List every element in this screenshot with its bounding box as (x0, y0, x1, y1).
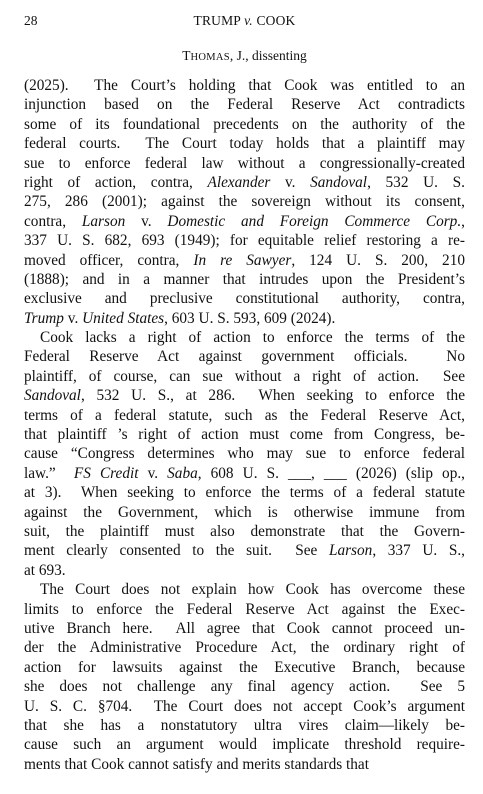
text-segment: The Court does not explain how Cook has overcome these (40, 581, 465, 599)
citation-case-name: Domestic and Foreign Commerce Corp. (167, 212, 462, 230)
text-segment: sue to enforce federal law without a congressionally-created (24, 154, 465, 172)
text-line (24, 716, 465, 735)
text-segment: , 532 U. S., at 286. When seeking to enforce the (80, 387, 465, 405)
text-line (24, 406, 465, 425)
text-segment: (1888); and in a manner that intrudes upon the President’s (24, 270, 465, 288)
text-line (24, 541, 465, 560)
text-segment: that she has a nonstatutory ultra vires claim—likely be- (24, 716, 465, 734)
text-segment: cause such an argument would implicate threshold require- (24, 736, 465, 754)
text-line (24, 503, 465, 522)
text-line (24, 115, 465, 134)
citation-case-name: Alexander (207, 173, 271, 191)
text-line (24, 580, 465, 599)
text-line (24, 289, 465, 308)
text-segment: suit, the plaintiff must also demonstrate that the Govern- (24, 522, 465, 540)
text-segment: at 3). When seeking to enforce the terms of a federal statute (24, 484, 465, 502)
case-title-versus: v. (244, 13, 253, 28)
text-line (24, 483, 465, 502)
text-segment: plaintiff, of course, can sue without a right of action. See (24, 367, 465, 385)
text-segment: Cook lacks a right of action to enforce the terms of the (40, 329, 465, 347)
text-segment: (2025). The Court’s holding that Cook was entitled to an (24, 77, 465, 94)
text-line (24, 425, 465, 444)
opinion-author-label (24, 48, 465, 64)
text-line (24, 76, 465, 95)
text-segment: Federal Reserve Act against government officials. No (24, 348, 465, 366)
citation-case-name: Larson (81, 212, 126, 230)
text-line (24, 755, 465, 774)
text-segment: der the Administrative Procedure Act, the ordinary right of (24, 639, 465, 657)
text-segment: that plaintiff ’s right of action must come from Congress, be- (24, 426, 465, 444)
text-segment: , (461, 212, 465, 230)
text-segment: v. (270, 173, 311, 191)
text-line (24, 212, 465, 231)
citation-case-name: Saba (167, 464, 198, 482)
text-segment: v. (63, 309, 83, 327)
citation-case-name: Larson (328, 542, 373, 560)
text-line (24, 444, 465, 463)
text-line (24, 251, 465, 270)
text-segment: against the Government, which is otherwise immune from (24, 503, 465, 521)
text-segment: contra, (24, 212, 82, 230)
citation-case-name: Sandoval (310, 173, 368, 191)
text-line (24, 522, 465, 541)
text-line (24, 677, 465, 696)
text-line (24, 658, 465, 677)
text-line (24, 386, 465, 405)
opinion-body (24, 76, 465, 774)
text-segment: 337 U. S. 682, 693 (1949); for equitable relief restoring a re- (24, 232, 465, 250)
citation-case-name: Trump (24, 309, 64, 327)
text-segment: U. S. C. §704. The Court does not accept Cook’s argument (24, 697, 465, 715)
text-segment: exclusive and preclusive constitutional authority, contra, (24, 290, 465, 308)
text-line (24, 464, 465, 483)
text-line (24, 270, 465, 289)
opinion-author-initial: T (182, 48, 191, 63)
text-line (24, 328, 465, 347)
text-line (24, 367, 465, 386)
text-segment: moved officer, contra, (24, 251, 194, 269)
case-title (24, 13, 465, 29)
text-segment: terms of a federal statute, such as the Federal Reserve Act, (24, 406, 465, 424)
text-segment: cause “Congress determines who may sue to enforce federal (24, 445, 465, 463)
text-line (24, 561, 465, 580)
text-segment: ments that Cook cannot satisfy and merits standards that (24, 755, 369, 773)
citation-case-name: United States (82, 309, 165, 327)
running-header (24, 13, 465, 31)
opinion-author-rest: HOMAS (190, 52, 230, 63)
text-segment: v. (125, 212, 168, 230)
text-segment: , 337 U. S., (372, 542, 465, 560)
citation-case-name: In re Sawyer (193, 251, 292, 269)
text-segment: law.” (24, 464, 74, 482)
text-line (24, 600, 465, 619)
text-segment: limits to enforce the Federal Reserve Act against the Exec- (24, 600, 465, 618)
text-line (24, 192, 465, 211)
text-segment: injunction based on the Federal Reserve Act contradicts (24, 96, 465, 114)
text-segment: utive Branch here. All agree that Cook cannot proceed un- (24, 619, 465, 637)
case-title-left: TRUMP (193, 13, 241, 28)
text-segment: she does not challenge any final agency action. See 5 (24, 678, 465, 696)
text-line (24, 231, 465, 250)
text-line (24, 347, 465, 366)
text-segment: action for lawsuits against the Executive Branch, because (24, 658, 465, 676)
text-line (24, 134, 465, 153)
text-segment: , 124 U. S. 200, 210 (291, 251, 465, 269)
case-title-right: COOK (256, 13, 296, 28)
text-line (24, 154, 465, 173)
text-segment: , 603 U. S. 593, 609 (2024). (164, 309, 336, 327)
citation-case-name: FS Credit (73, 464, 139, 482)
text-line (24, 619, 465, 638)
text-segment: , 532 U. S. (367, 173, 465, 191)
citation-case-name: Sandoval (24, 387, 81, 405)
text-segment: v. (138, 464, 168, 482)
text-segment: some of its foundational precedents on the authority of the (24, 115, 465, 133)
text-line (24, 95, 465, 114)
text-line (24, 638, 465, 657)
text-segment: federal courts. The Court today holds that a plaintiff may (24, 135, 465, 153)
text-segment: 275, 286 (2001); against the sovereign without its consent, (24, 193, 465, 211)
page-number: 28 (24, 13, 38, 28)
text-line (24, 697, 465, 716)
text-segment: , 608 U. S. ___, ___ (2026) (slip op., (197, 464, 465, 482)
text-segment: right of action, contra, (24, 173, 208, 191)
text-segment: ment clearly consented to the suit. See (24, 542, 329, 560)
text-line (24, 173, 465, 192)
opinion-suffix: , J., dissenting (229, 48, 307, 63)
text-line (24, 309, 465, 328)
text-segment: at 693. (24, 561, 66, 579)
text-line (24, 735, 465, 754)
